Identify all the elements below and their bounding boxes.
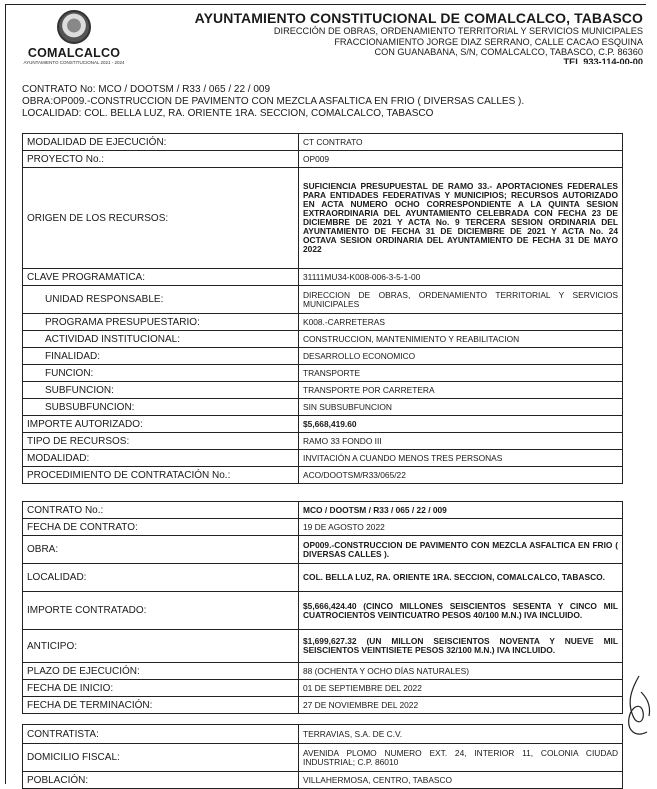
row-label: OBRA: xyxy=(23,536,299,564)
table-row xyxy=(23,416,623,433)
table-row xyxy=(23,725,623,744)
table-row xyxy=(23,286,623,314)
contract-summary xyxy=(22,84,642,120)
row-value: 27 DE NOVIEMBRE DEL 2022 xyxy=(299,697,623,714)
row-value: TERRAVIAS, S.A. DE C.V. xyxy=(299,725,623,744)
contract-number-line: CONTRATO No: MCO / DOOTSM / R33 / 065 / 22 / 009 xyxy=(22,84,271,95)
table-row xyxy=(23,450,623,467)
table-row xyxy=(23,365,623,382)
header-title: AYUNTAMIENTO CONSTITUCIONAL DE COMALCALCO, TABASCO xyxy=(194,10,643,26)
obra-line: OBRA:OP009.-CONSTRUCCION DE PAVIMENTO CON MEZCLA ASFALTICA EN FRIO ( DIVERSAS CALLES ). xyxy=(22,96,525,107)
row-value: CT CONTRATO xyxy=(299,134,623,151)
row-value: OP009 xyxy=(299,151,623,168)
logo-subtitle: AYUNTAMIENTO CONSTITUCIONAL 2021 - 2024 xyxy=(23,60,125,65)
row-value: TRANSPORTE POR CARRETERA xyxy=(299,382,623,399)
row-label: CONTRATISTA: xyxy=(23,725,299,744)
row-label: TIPO DE RECURSOS: xyxy=(23,433,299,450)
row-value: MCO / DOOTSM / R33 / 065 / 22 / 009 xyxy=(299,502,623,519)
row-label: IMPORTE CONTRATADO: xyxy=(23,592,299,630)
row-value: CONSTRUCCION, MANTENIMIENTO Y REABILITACION xyxy=(299,331,623,348)
row-label: FECHA DE INICIO: xyxy=(23,680,299,697)
row-label: CONTRATO No.: xyxy=(23,502,299,519)
row-label: ORIGEN DE LOS RECURSOS: xyxy=(23,168,299,269)
row-value: K008.-CARRETERAS xyxy=(299,314,623,331)
row-value: COL. BELLA LUZ, RA. ORIENTE 1RA. SECCION, COMALCALCO, TABASCO. xyxy=(299,564,623,592)
project-table xyxy=(22,133,623,484)
row-label: MODALIDAD DE EJECUCIÓN: xyxy=(23,134,299,151)
table-row xyxy=(23,630,623,663)
row-value: SUFICIENCIA PRESUPUESTAL DE RAMO 33.- APORTACIONES FEDERALES PARA ENTIDADES FEDERATIVAS Y MUNICIPIOS; RECURSOS AUTORIZADO EN ACTA NUMERO OCHO CORRESPONDIENTE A LA QUINTA SESION EXTRAORDINARIA DEL AYUNTAMIENTO CELEBRADA CON FECHA 23 DE DICIEMBRE DE 2021 Y ACTA No. 9 TERCERA SESION ORDINARIA DEL AYUNTAMIENTO DE FECHA 31 DE DICIEMBRE DE 2021 Y ACTA No. 24 OCTAVA SESION ORDINARIA DEL AYUNTAMIENTO DE FECHA 31 DE MAYO 2022 xyxy=(299,168,623,269)
table-row xyxy=(23,168,623,269)
row-value: AVENIDA PLOMO NUMERO EXT. 24, INTERIOR 11, COLONIA CIUDAD INDUSTRIAL; C.P. 86010 xyxy=(299,744,623,772)
row-value: 31111MU34-K008-006-3-5-1-00 xyxy=(299,269,623,286)
table-row xyxy=(23,134,623,151)
row-label: PROGRAMA PRESUPUESTARIO: xyxy=(23,314,299,331)
row-label: SUBSUBFUNCION: xyxy=(23,399,299,416)
header-line-2: FRACCIONAMIENTO JORGE DIAZ SERRANO, CALLE CACAO ESQUINA xyxy=(334,36,643,47)
table-row xyxy=(23,382,623,399)
municipal-logo xyxy=(14,10,134,76)
table-row xyxy=(23,592,623,630)
municipal-seal-icon xyxy=(57,10,91,44)
document-header xyxy=(153,10,643,64)
row-value: VILLAHERMOSA, CENTRO, TABASCO xyxy=(299,772,623,789)
table-row xyxy=(23,744,623,772)
table-row xyxy=(23,151,623,168)
table-row xyxy=(23,331,623,348)
header-line-4: TEL 933-114-00-00 xyxy=(563,57,643,64)
row-value: SIN SUBSUBFUNCION xyxy=(299,399,623,416)
table-row xyxy=(23,536,623,564)
row-value: $1,699,627.32 (UN MILLON SEISCIENTOS NOVENTA Y NUEVE MIL SEISCIENTOS VEINTISIETE PESOS 32/100 M.N.) IVA INCLUIDO. xyxy=(299,630,623,663)
row-label: DOMICILIO FISCAL: xyxy=(23,744,299,772)
row-label: ANTICIPO: xyxy=(23,630,299,663)
table-row xyxy=(23,502,623,519)
row-label: FECHA DE CONTRATO: xyxy=(23,519,299,536)
header-line-3: CON GUANABANA, S/N, COMALCALCO, TABASCO, C.P. 86360 xyxy=(374,47,643,57)
row-value: OP009.-CONSTRUCCION DE PAVIMENTO CON MEZCLA ASFALTICA EN FRIO ( DIVERSAS CALLES ). xyxy=(299,536,623,564)
table-row xyxy=(23,269,623,286)
table-row xyxy=(23,564,623,592)
header-line-1: DIRECCIÓN DE OBRAS, ORDENAMIENTO TERRITORIAL Y SERVICIOS MUNICIPALES xyxy=(273,26,643,36)
table-row xyxy=(23,467,623,484)
table-row xyxy=(23,348,623,365)
row-label: PROCEDIMIENTO DE CONTRATACIÓN No.: xyxy=(23,467,299,484)
contractor-table xyxy=(22,724,623,789)
row-value: 01 DE SEPTIEMBRE DEL 2022 xyxy=(299,680,623,697)
table-row xyxy=(23,519,623,536)
row-label: LOCALIDAD: xyxy=(23,564,299,592)
table-row xyxy=(23,772,623,789)
table-row xyxy=(23,433,623,450)
row-label: ACTIVIDAD INSTITUCIONAL: xyxy=(23,331,299,348)
row-label: CLAVE PROGRAMATICA: xyxy=(23,269,299,286)
row-label: MODALIDAD: xyxy=(23,450,299,467)
table-row xyxy=(23,697,623,714)
row-value: DESARROLLO ECONOMICO xyxy=(299,348,623,365)
row-label: SUBFUNCION: xyxy=(23,382,299,399)
row-value: INVITACIÓN A CUANDO MENOS TRES PERSONAS xyxy=(299,450,623,467)
row-label: FUNCION: xyxy=(23,365,299,382)
table-row xyxy=(23,314,623,331)
row-label: PLAZO DE EJECUCIÓN: xyxy=(23,663,299,680)
contract-table xyxy=(22,501,623,714)
row-value: $5,666,424.40 (CINCO MILLONES SEISCIENTOS SESENTA Y CINCO MIL CUATROCIENTOS VEINTICUATRO PESOS 40/100 M.N.) IVA INCLUIDO. xyxy=(299,592,623,630)
row-value: ACO/DOOTSM/R33/065/22 xyxy=(299,467,623,484)
row-label: UNIDAD RESPONSABLE: xyxy=(23,286,299,314)
table-row xyxy=(23,663,623,680)
row-value: RAMO 33 FONDO III xyxy=(299,433,623,450)
handwritten-signature xyxy=(621,672,655,742)
row-label: IMPORTE AUTORIZADO: xyxy=(23,416,299,433)
row-value: TRANSPORTE xyxy=(299,365,623,382)
row-value: DIRECCION DE OBRAS, ORDENAMIENTO TERRITORIAL Y SERVICIOS MUNICIPALES xyxy=(299,286,623,314)
table-row xyxy=(23,680,623,697)
row-value: 88 (OCHENTA Y OCHO DÍAS NATURALES) xyxy=(299,663,623,680)
localidad-line: LOCALIDAD: COL. BELLA LUZ, RA. ORIENTE 1RA. SECCION, COMALCALCO, TABASCO xyxy=(22,108,434,119)
row-label: FECHA DE TERMINACIÓN: xyxy=(23,697,299,714)
row-label: PROYECTO No.: xyxy=(23,151,299,168)
table-row xyxy=(23,399,623,416)
row-value: 19 DE AGOSTO 2022 xyxy=(299,519,623,536)
row-label: FINALIDAD: xyxy=(23,348,299,365)
row-value: $5,668,419.60 xyxy=(299,416,623,433)
row-label: POBLACIÓN: xyxy=(23,772,299,789)
logo-name: COMALCALCO xyxy=(27,46,121,60)
